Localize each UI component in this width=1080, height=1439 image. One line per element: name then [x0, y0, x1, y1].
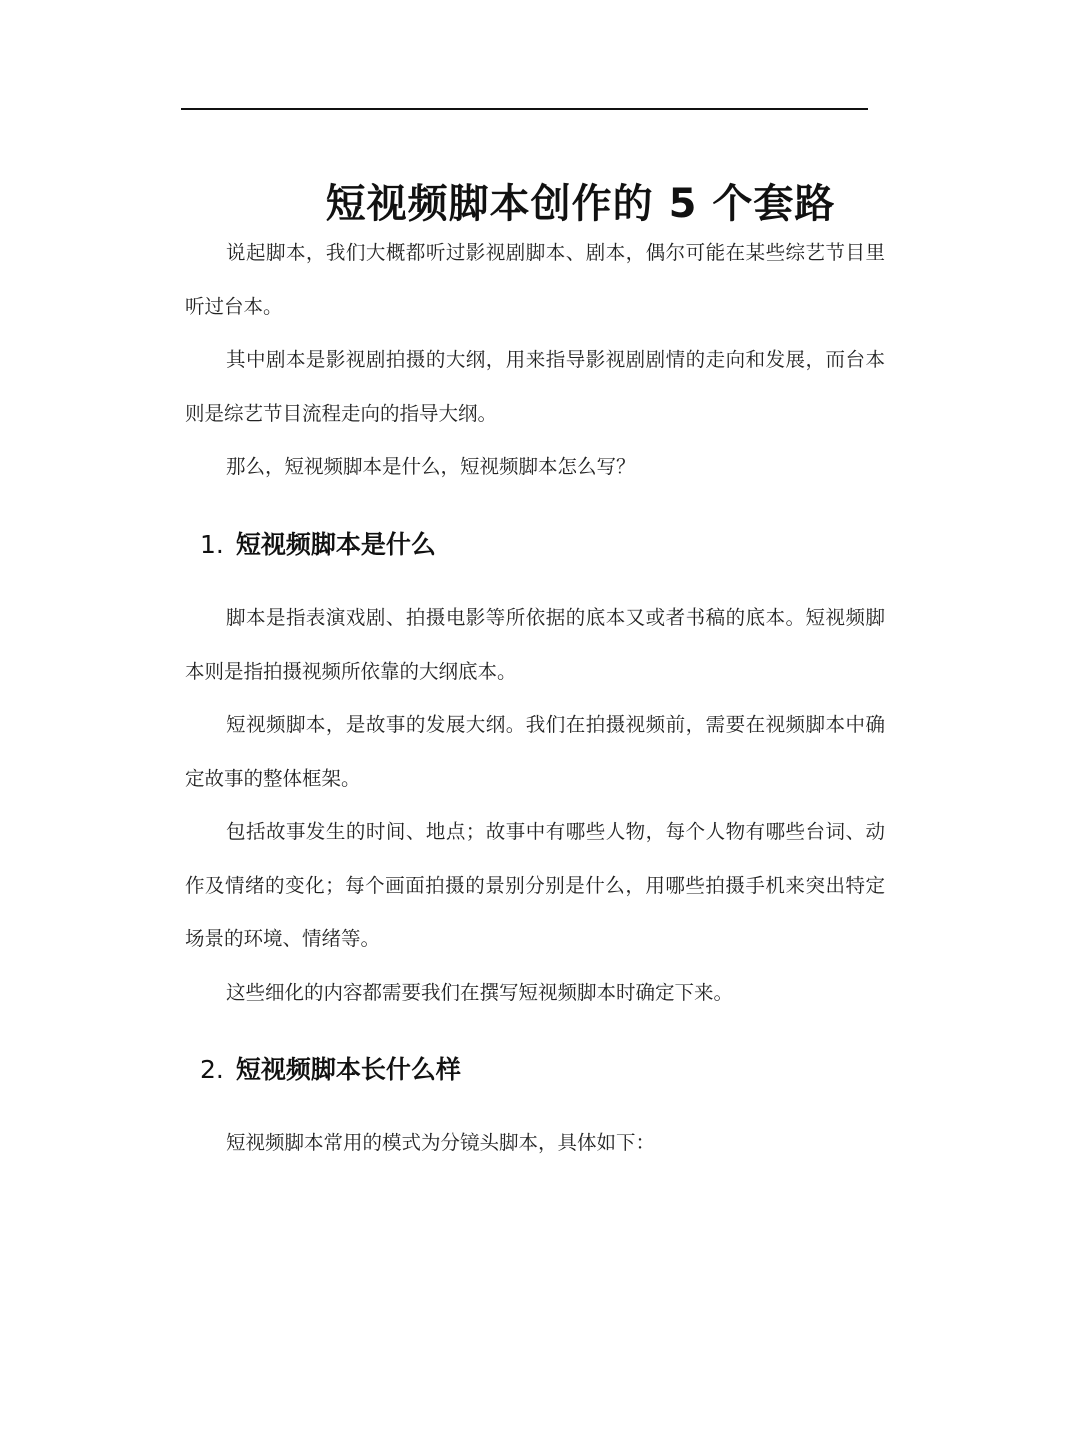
- section-2-number: 2.: [200, 1055, 224, 1084]
- page-title: 短视频脚本创作的 5 个套路: [325, 180, 836, 227]
- section-1-title: 短视频脚本是什么: [235, 530, 436, 559]
- section-1-heading: [200, 527, 880, 563]
- intro-paragraph-3: 那么，短视频脚本是什么，短视频脚本怎么写？: [226, 455, 636, 478]
- section-2-heading: [200, 1052, 880, 1088]
- section-1-paragraph-1: 脚本是指表演戏剧、拍摄电影等所依据的底本又或者书稿的底本。短视频脚本则是指拍摄视频所依靠的大纲底本。: [185, 606, 885, 683]
- section-1-paragraph-3: 包括故事发生的时间、地点；故事中有哪些人物，每个人物有哪些台词、动作及情绪的变化；每个画面拍摄的景别分别是什么，用哪些拍摄手机来突出特定场景的环境、情绪等。: [185, 820, 885, 950]
- intro-paragraph-2: 其中剧本是影视剧拍摄的大纲，用来指导影视剧剧情的走向和发展，而台本则是综艺节目流程走向的指导大纲。: [185, 348, 885, 425]
- section-2-paragraph-1: 短视频脚本常用的模式为分镜头脚本，具体如下：: [226, 1131, 656, 1154]
- section-1-number: 1.: [200, 530, 224, 559]
- section-2-title: 短视频脚本长什么样: [235, 1055, 461, 1084]
- section-1-paragraph-2: 短视频脚本，是故事的发展大纲。我们在拍摄视频前，需要在视频脚本中确定故事的整体框架。: [185, 713, 885, 790]
- intro-paragraph-1: 说起脚本，我们大概都听过影视剧脚本、剧本，偶尔可能在某些综艺节目里听过台本。: [185, 241, 885, 318]
- header-rule: [181, 108, 868, 110]
- section-1-paragraph-4: 这些细化的内容都需要我们在撰写短视频脚本时确定下来。: [226, 981, 734, 1004]
